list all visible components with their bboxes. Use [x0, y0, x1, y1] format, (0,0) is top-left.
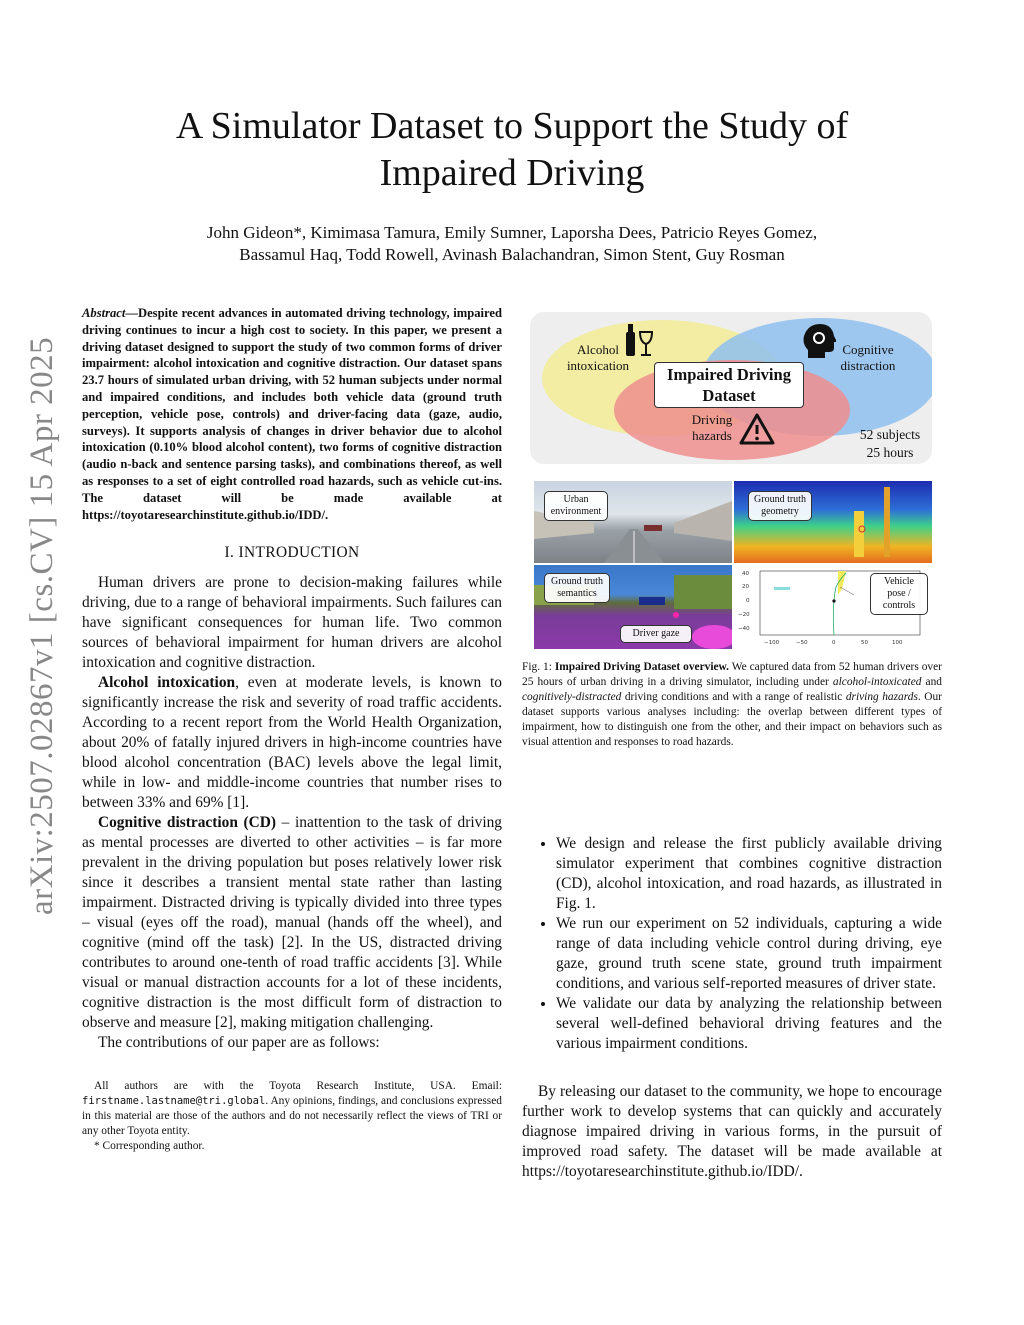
venn-diagram: [530, 312, 932, 464]
y-tick-40: 40: [742, 571, 749, 577]
left-column: [82, 305, 502, 1154]
intro-paragraph-4: The contributions of our paper are as follows:: [98, 1034, 380, 1052]
cognitive-label: Cognitive distraction: [840, 342, 896, 373]
intro-paragraph-3: [82, 813, 502, 1033]
x-tick-50: 50: [861, 640, 868, 646]
cd-text: – inattention to the task of driving as mental processes are diverted to other activities – is far more prevalent in the driving population but poses relatively lower risk since it describes a transient mental state rather than lasting impairment. Distracted driving is typically divided into three types – visual (eyes off the road), manual (hands off the wheel), and cognitive (mind off the task) [2]. In the US, distracted driving contributes to around one-tenth of road traffic accidents [3]. While visual or manual distraction accounts for a lot of these incidents, cognitive distraction is the most difficult form of distraction to observe and measure [2], making mitigation challenging.: [82, 814, 502, 1032]
gaze-tag: Driver gaze: [620, 625, 692, 643]
title-line-2: Impaired Driving: [379, 152, 645, 194]
paper-title: [0, 103, 1024, 197]
urban-panel: [534, 481, 732, 563]
footnote-pre: All authors are with the Toyota Research Institute, USA. Email:: [94, 1080, 502, 1093]
footnote-corresponding: * Corresponding author.: [94, 1140, 205, 1153]
geometry-panel: [734, 481, 932, 563]
cd-term: Cognitive distraction (CD): [98, 814, 277, 832]
abstract-label: Abstract: [82, 306, 126, 320]
closing-paragraph: By releasing our dataset to the community, we hope to encourage further work to develop systems that can quickly and accurately diagnose impaired driving in various forms, in the pursuit of improved road safety. The dataset will be made available at https://toyotaresearchinstitute.github.io/IDD/.: [522, 1083, 942, 1180]
alcohol-term: Alcohol intoxication: [98, 674, 236, 692]
y-tick-neg40: −40: [738, 626, 750, 632]
y-tick-0: 0: [746, 598, 750, 604]
pose-panel: [734, 565, 932, 649]
urban-tag: Urban environment: [544, 491, 608, 521]
footnote-affiliation: [82, 1079, 502, 1139]
x-tick-100: 100: [892, 640, 903, 646]
caption-part-a: We captured data from 52 human drivers over 25 hours of urban driving in a driving simulator, including under: [522, 661, 942, 688]
authors-line-2: Bassamul Haq, Todd Rowell, Avinash Balachandran, Simon Stent, Guy Rosman: [239, 245, 785, 264]
caption-label: Fig. 1:: [522, 661, 552, 673]
wine-icon: [624, 322, 658, 360]
caption-italic-3: driving hazards: [845, 691, 918, 703]
x-tick-neg50: −50: [796, 640, 808, 646]
stats-label: [850, 426, 930, 462]
caption-italic-1: alcohol-intoxicated: [832, 676, 922, 688]
x-tick-0: 0: [832, 640, 836, 646]
brain-head-icon: [802, 324, 836, 360]
email-address: firstname.lastname@tri.global: [82, 1095, 266, 1108]
y-tick-20: 20: [742, 584, 749, 590]
semantics-tag: Ground truth semantics: [544, 573, 610, 603]
abstract-text: —Despite recent advances in automated driving technology, impaired driving continues to incur a high cost to society. In this paper, we present a driving dataset designed to support the study of two common forms of driver impairment: alcohol intoxication and cognitive distraction. Our dataset spans 23.7 hours of simulated urban driving, with 52 human subjects under normal and impaired conditions, and includes both vehicle data (ground truth perception, vehicle pose, controls) and driver-facing data (gaze, audio, surveys). It supports analysis of changes in driver behavior due to alcohol intoxication (0.10% blood alcohol content), two forms of cognitive distraction (audio n-back and sentence parsing tasks), and combinations thereof, as well as responses to a set of eight controlled road hazards, such as vehicle cut-ins. The dataset will be made available at https://toyotaresearchinstitute.github.io/IDD/.: [82, 306, 502, 522]
intro-paragraph-2: [82, 673, 502, 813]
title-line-1: A Simulator Dataset to Support the Study of: [175, 105, 849, 147]
footnote: [82, 1079, 502, 1154]
subjects-count: 52 subjects: [859, 427, 921, 442]
dataset-label: Impaired Driving Dataset: [654, 362, 804, 408]
caption-title: Impaired Driving Dataset overview.: [554, 661, 729, 673]
caption-part-c: driving conditions and with a range of realistic: [621, 691, 846, 703]
caption-part-d: . Our dataset supports various analyses including: the overlap between different types of impairment, how to distinguish one from the other, and their impact on behaviors such as visual attention and responses to road hazards.: [522, 691, 942, 748]
y-tick-neg20: −20: [738, 612, 750, 618]
hazards-label: Driving hazards: [691, 412, 733, 443]
right-column: [522, 834, 942, 1197]
alcohol-label: Alcohol intoxication: [566, 342, 630, 373]
caption-italic-2: cognitively-distracted: [522, 691, 622, 703]
abstract: [82, 305, 502, 523]
arxiv-identifier: arXiv:2507.02867v1 [cs.CV] 15 Apr 2025: [24, 336, 60, 915]
list-item: • We design and release the first publicly available driving simulator experiment that combines cognitive distraction (CD), alcohol intoxication, and road hazards, as illustrated in Fig. 1.: [556, 834, 942, 914]
alcohol-text: , even at moderate levels, is known to significantly increase the risk and severity of road traffic accidents. According to a recent report from the World Health Organization, about 20% of fatally injured drivers in high-income countries have blood alcohol concentration (BAC) levels above the legal limit, while in low- and middle-income countries that number rises to between 33% and 69% [1].: [82, 674, 503, 812]
warning-icon: [738, 412, 776, 446]
footnote-post: . Any opinions, findings, and conclusions expressed in this material are those of the authors and do not necessarily reflect the views of TRI or any other Toyota entity.: [82, 1095, 502, 1138]
contributions-list: [522, 834, 942, 1054]
figure-caption: [522, 660, 942, 750]
author-list: [0, 222, 1024, 266]
section-heading: I. INTRODUCTION: [224, 544, 360, 562]
intro-paragraph-1: Human drivers are prone to decision-making failures while driving, due to a range of behavioral impairments. Such failures can have significant consequences for human life. Two common sources of behavioral impairment for human drivers are alcohol intoxication and cognitive distraction.: [82, 574, 502, 672]
figure-panels: [534, 481, 932, 649]
x-tick-neg100: −100: [764, 640, 780, 646]
list-item: • We validate our data by analyzing the relationship between several well-defined behavioral driving features and the various impairment conditions.: [556, 994, 942, 1054]
caption-part-b: and: [921, 676, 942, 688]
list-item: • We run our experiment on 52 individuals, capturing a wide range of data including vehicle control during driving, eye gaze, ground truth scene state, ground truth impairment conditions, and various self-reported measures of driver state.: [556, 914, 942, 994]
pose-tag: Vehicle pose / controls: [870, 573, 928, 615]
hours-count: 25 hours: [866, 445, 914, 460]
authors-line-1: John Gideon*, Kimimasa Tamura, Emily Sumner, Laporsha Dees, Patricio Reyes Gomez,: [206, 223, 818, 242]
semantics-panel: [534, 565, 732, 649]
geometry-tag: Ground truth geometry: [748, 491, 812, 521]
